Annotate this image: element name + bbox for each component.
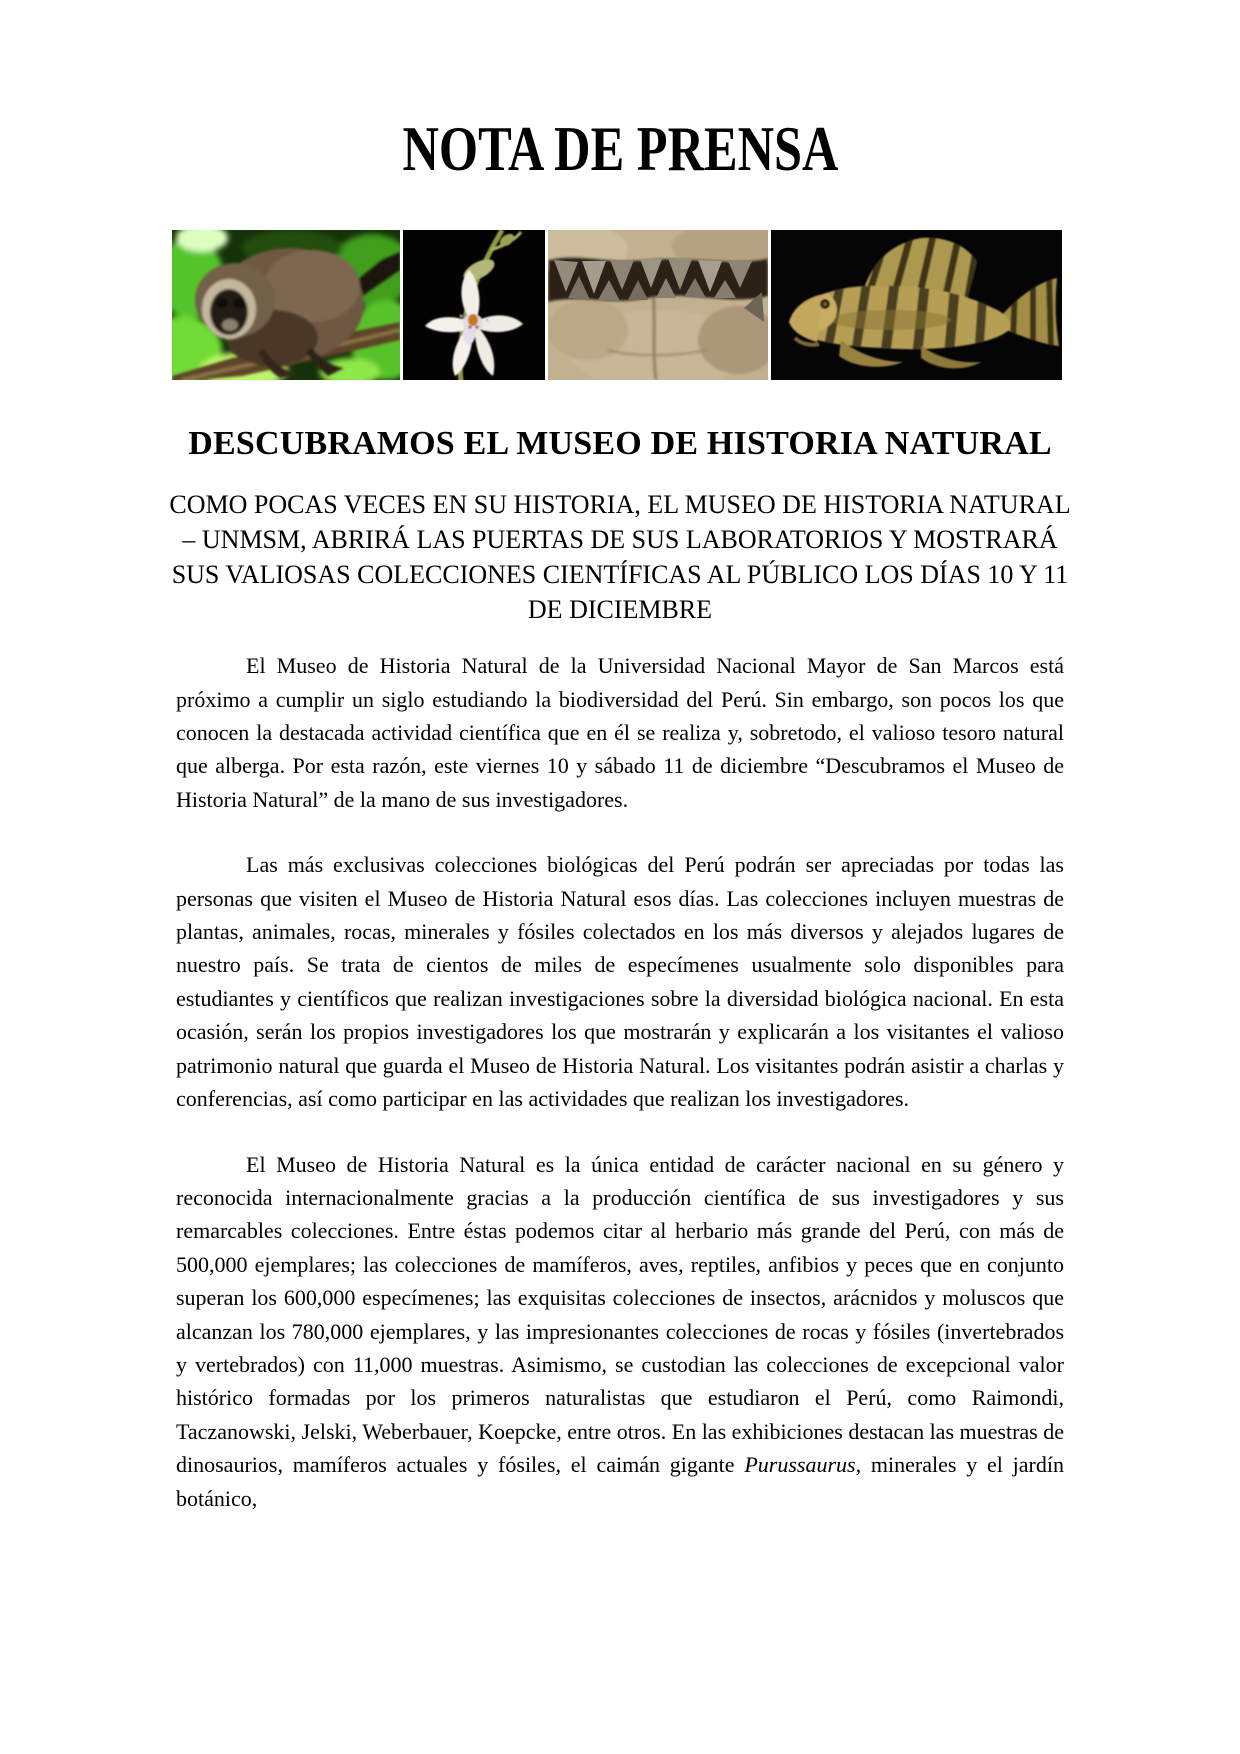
headline: DESCUBRAMOS EL MUSEO DE HISTORIA NATURAL: [188, 425, 1052, 463]
page-title-text: NOTA DE PRENSA: [402, 114, 838, 184]
monkey-photo: [172, 230, 400, 380]
subheadline-line-4: DE DICIEMBRE: [527, 595, 713, 625]
subheadline-line-3: SUS VALIOSAS COLECCIONES CIENTÍFICAS AL PÚBLICO LOS DÍAS 10 Y 11: [171, 560, 1069, 590]
purussaurus-italic: Purussaurus: [744, 1452, 856, 1478]
subheadline-line-2: – UNMSM, ABRIRÁ LAS PUERTAS DE SUS LABORATORIOS Y MOSTRARÁ: [182, 525, 1058, 555]
paragraph-3: [176, 1148, 1064, 1515]
paragraph-1: El Museo de Historia Natural de la Universidad Nacional Mayor de San Marcos está próximo a cumplir un siglo estudiando la biodiversidad del Perú. Sin embargo, son pocos los que conocen la destacada actividad científica que en él se realiza y, sobretodo, el valioso tesoro natural que alberga. Por esta razón, este viernes 10 y sábado 11 de diciembre “Descubramos el Museo de Historia Natural” de la mano de sus investigadores.: [176, 653, 1064, 812]
page-title: [0, 0, 1240, 182]
subheadline-line-1: COMO POCAS VECES EN SU HISTORIA, EL MUSEO DE HISTORIA NATURAL: [169, 490, 1071, 520]
paragraph-2: Las más exclusivas colecciones biológicas del Perú podrán ser apreciadas por todas las personas que visiten el Museo de Historia Natural esos días. Las colecciones incluyen muestras de plantas, animales, rocas, minerales y fósiles colectados en los más diversos y alejados lugares de nuestro país. Se trata de cientos de miles de especímenes usualmente solo disponibles para estudiantes y científicos que realizan investigaciones sobre la diversidad biológica nacional. En esta ocasión, serán los propios investigadores los que mostrarán y explicarán a los visitantes el valioso patrimonio natural que guarda el Museo de Historia Natural. Los visitantes podrán asistir a charlas y conferencias, así como participar en las actividades que realizan los investigadores.: [176, 852, 1064, 1112]
photo-strip: [172, 230, 1066, 380]
paragraph-3-after: , minerales y el jardín botánico,: [176, 1452, 1064, 1511]
fossil-jaw-photo: [548, 230, 768, 380]
orchid-photo: [403, 230, 545, 380]
paragraph-3-before: El Museo de Historia Natural es la única entidad de carácter nacional en su género y reconocida internacionalmente gracias a la producción científica de sus investigadores y sus remarcables colecciones. Entre éstas podemos citar al herbario más grande del Perú, con más de 500,000 ejemplares; las colecciones de mamíferos, aves, reptiles, anfibios y peces que en conjunto superan los 600,000 especímenes; las exquisitas colecciones de insectos, arácnidos y moluscos que alcanzan los 780,000 ejemplares, y las impresionantes colecciones de rocas y fósiles (invertebrados y vertebrados) con 11,000 muestras. Asimismo, se custodian las colecciones de excepcional valor histórico formadas por los primeros naturalistas que estudiaron el Perú, como Raimondi, Taczanowski, Jelski, Weberbauer, Koepcke, entre otros. En las exhibiciones destacan las muestras de dinosaurios, mamíferos actuales y fósiles, el caimán gigante: [176, 1151, 1064, 1478]
subheadline: [0, 487, 1240, 627]
catfish-photo: [771, 230, 1062, 380]
body-text: [176, 649, 1064, 1515]
